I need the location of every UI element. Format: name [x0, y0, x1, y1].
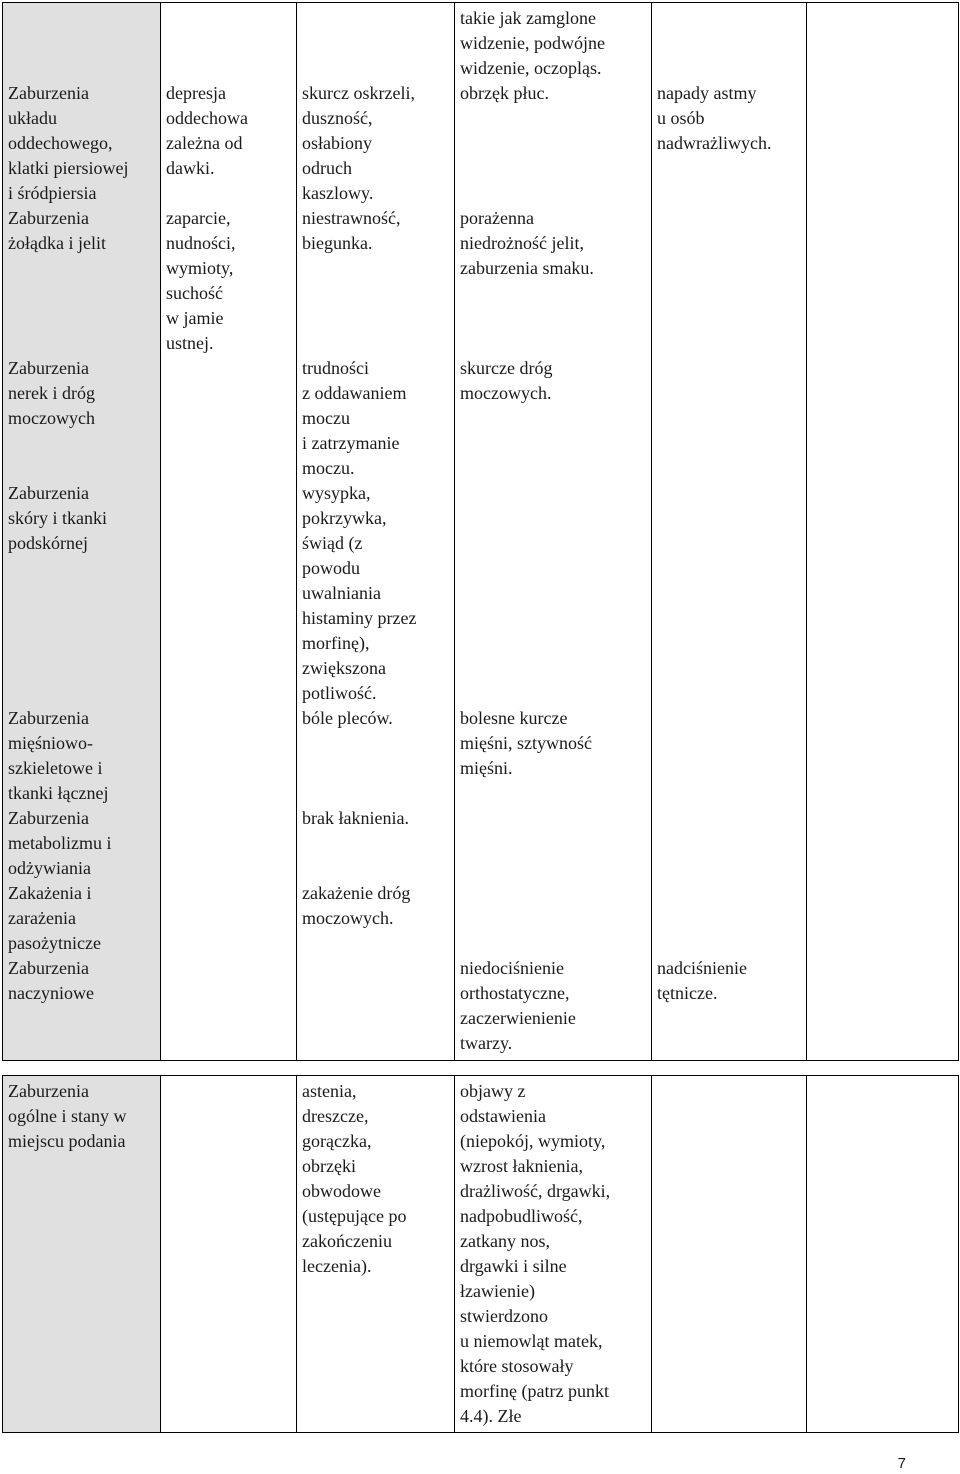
column-divider: [296, 2, 297, 1060]
category-label: Zaburzenia układu oddechowego, klatki piersiowej i śródpiersia: [8, 83, 129, 203]
table-cell: niestrawność, biegunka.: [302, 208, 401, 253]
table-cell: bolesne kurcze mięśni, sztywność mięśni.: [460, 708, 592, 778]
category-label: Zaburzenia naczyniowe: [8, 958, 94, 1003]
column-divider: [651, 2, 652, 1060]
table-cell: nadciśnienie tętnicze.: [657, 958, 747, 1003]
category-label: Zaburzenia żołądka i jelit: [8, 208, 106, 253]
table-cell: trudności z oddawaniem moczu i zatrzymanie moczu.: [302, 358, 407, 478]
column-divider: [454, 1075, 455, 1432]
column-divider: [806, 1075, 807, 1432]
column-divider: [806, 2, 807, 1060]
column-divider: [296, 1075, 297, 1432]
table-cell: brak łaknienia.: [302, 808, 409, 828]
category-label: Zaburzenia skóry i tkanki podskórnej: [8, 483, 107, 553]
category-label: Zaburzenia metabolizmu i odżywiania: [8, 808, 112, 878]
column-divider: [454, 2, 455, 1060]
table-cell: depresja oddechowa zależna od dawki.: [166, 83, 248, 178]
table-cell: zaparcie, nudności, wymioty, suchość w jamie ustnej.: [166, 208, 236, 353]
column-divider: [651, 1075, 652, 1432]
table-cell: objawy z odstawienia (niepokój, wymioty, wzrost łaknienia, drażliwość, drgawki, nadpobudliwość, zatkany nos, drgawki i silne łzawienie) stwierdzono u niemowląt matek, które stosowały morfinę (patrz punkt 4.4). Złe: [460, 1081, 611, 1426]
table-cell: niedociśnienie orthostatyczne, zaczerwienienie twarzy.: [460, 958, 576, 1053]
table-cell: obrzęk płuc.: [460, 83, 549, 103]
table-cell: skurcze dróg moczowych.: [460, 358, 553, 403]
table-cell: zakażenie dróg moczowych.: [302, 883, 411, 928]
category-label: Zakażenia i zarażenia pasożytnicze: [8, 883, 101, 953]
table-cell: takie jak zamglone widzenie, podwójne widzenie, oczopląs.: [460, 8, 605, 78]
page-number: 7: [897, 1455, 906, 1472]
table-cell: skurcz oskrzeli, duszność, osłabiony odruch kaszlowy.: [302, 83, 415, 203]
table-cell: porażenna niedrożność jelit, zaburzenia smaku.: [460, 208, 594, 278]
table-cell: astenia, dreszcze, gorączka, obrzęki obwodowe (ustępujące po zakończeniu leczenia).: [302, 1081, 407, 1276]
category-label: Zaburzenia ogólne i stany w miejscu podania: [8, 1081, 127, 1151]
category-label: Zaburzenia nerek i dróg moczowych: [8, 358, 95, 428]
table-cell: napady astmy u osób nadwrażliwych.: [657, 83, 772, 153]
table-cell: wysypka, pokrzywka, świąd (z powodu uwalniania histaminy przez morfinę), zwiększona potliwość.: [302, 483, 417, 703]
column-divider: [160, 1075, 161, 1432]
category-label: Zaburzenia mięśniowo- szkieletowe i tkanki łącznej: [8, 708, 109, 803]
column-divider: [160, 2, 161, 1060]
table-cell: bóle pleców.: [302, 708, 393, 728]
